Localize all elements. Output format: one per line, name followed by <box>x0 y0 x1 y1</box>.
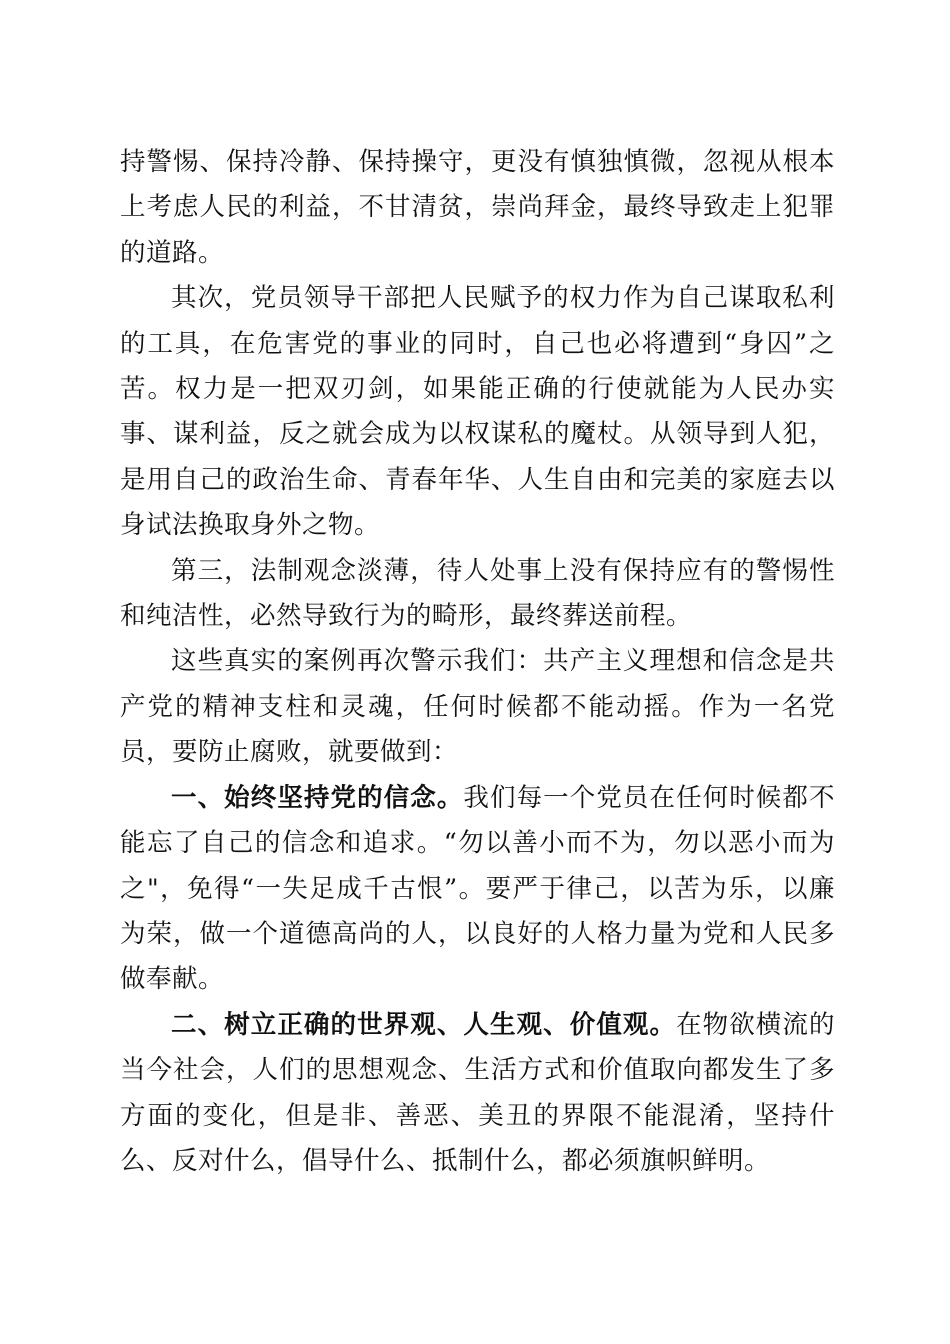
paragraph-6-heading: 二、树立正确的世界观、人生观、价值观。 <box>171 1009 677 1040</box>
paragraph-2 <box>120 276 835 548</box>
document-body <box>120 140 835 1184</box>
paragraph-4 <box>120 639 835 775</box>
paragraph-2-text: 其次，党员领导干部把人民赋予的权力作为自己谋取私利的工具，在危害党的事业的同时，自己也必将遭到“身囚”之苦。权力是一把双刃剑，如果能正确的行使就能为人民办实事、谋利益，反之就会成为以权谋私的魔杖。从领导到人犯，是用自己的政治生命、青春年华、人生自由和完美的家庭去以身试法换取身外之物。 <box>120 283 835 541</box>
paragraph-6-text: 在物欲横流的当今社会，人们的思想观念、生活方式和价值取向都发生了多方面的变化，但是非、善恶、美丑的界限不能混淆，坚持什么、反对什么，倡导什么、抵制什么，都必须旗帜鲜明。 <box>120 1009 835 1176</box>
paragraph-6 <box>120 1003 835 1185</box>
paragraph-1-text: 持警惕、保持冷静、保持操守，更没有慎独慎微，忽视从根本上考虑人民的利益，不甘清贫，崇尚拜金，最终导致走上犯罪的道路。 <box>120 147 835 268</box>
paragraph-3-text: 第三，法制观念淡薄，待人处事上没有保持应有的警惕性和纯洁性，必然导致行为的畸形，最终葬送前程。 <box>120 555 835 632</box>
paragraph-1 <box>120 140 835 276</box>
paragraph-5-heading: 一、始终坚持党的信念。 <box>171 782 464 813</box>
paragraph-5 <box>120 776 835 1003</box>
paragraph-5-text: 我们每一个党员在任何时候都不能忘了自己的信念和追求。“勿以善小而不为，勿以恶小而为之"，免得“一失足成千古恨”。要严于律己，以苦为乐，以廉为荣，做一个道德高尚的人，以良好的人格力量为党和人民多做奉献。 <box>120 782 835 995</box>
paragraph-3 <box>120 549 835 640</box>
paragraph-4-text: 这些真实的案例再次警示我们：共产主义理想和信念是共产党的精神支柱和灵魂，任何时候都不能动摇。作为一名党员，要防止腐败，就要做到： <box>120 646 835 768</box>
